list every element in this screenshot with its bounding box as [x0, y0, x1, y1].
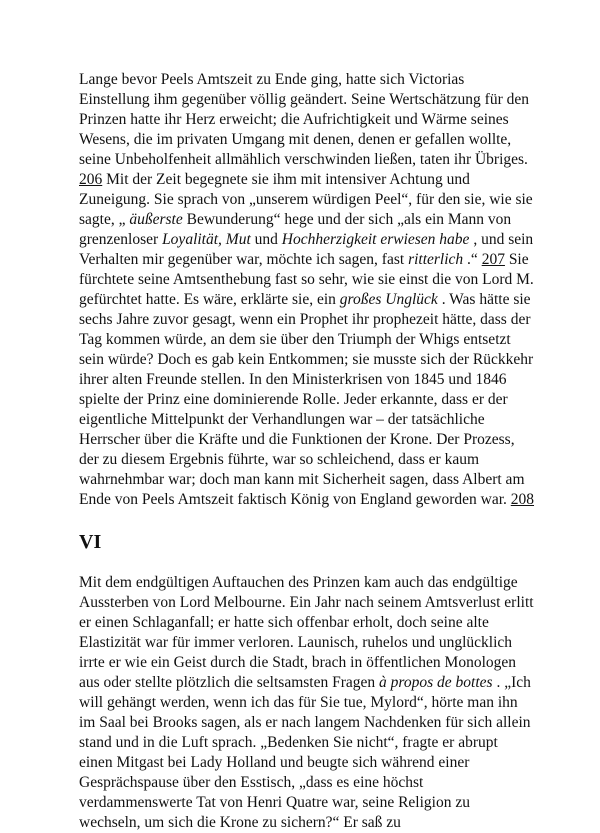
- text-run: Mit der Zeit begegnete sie ihm mit intensiver Achtung und Zuneigung. Sie sprach von „unserem würdigen Peel“, für den sie, wie sie sagte, „: [79, 171, 533, 228]
- paragraph-2: [79, 573, 534, 833]
- text-run: . Was hätte sie sechs Jahre zuvor gesagt, wenn ein Prophet ihr prophezeit hätte, dass der Tag kommen würde, an dem sie über den Triumph der Whigs entsetzt sein würde? Doch es gab kein Entkommen; sie musste sich der Rückkehr ihrer alten Freunde stellen. In den Ministerkrisen von 1845 und 1846 spielte der Prinz eine dominierende Rolle. Jeder erkannte, dass er der eigentliche Mittelpunkt der Verhandlungen war – der tatsächliche Herrscher über die Kräfte und die Funktionen der Krone. Der Prozess, der zu diesem Ergebnis führte, war so schleichend, dass er kaum wahrnehmbar war; doch man kann mit Sicherheit sagen, dass Albert am Ende von Peels Amtszeit faktisch König von England geworden war.: [79, 291, 534, 508]
- text-run: und: [250, 231, 282, 248]
- text-run: Mit dem endgültigen Auftauchen des Prinzen kam auch das endgültige Aussterben von Lord Melbourne. Ein Jahr nach seinem Amtsverlust erlitt er einen Schlaganfall; er hatte sich offenbar erholt, doch seine alte Elastizität war für immer verloren. Launisch, ruhelos und unglücklich irrte er wie ein Geist durch die Stadt, brach in öffentlichen Monologen aus oder stellte plötzlich die seltsamsten Fragen: [79, 574, 534, 691]
- text-run: . „Ich will gehängt werden, wenn ich das für Sie tue, Mylord“, hörte man ihn im Saal bei Brooks sagen, als er nach langem Nachdenken für sich allein stand und in die Luft sprach. „Bedenken Sie nicht“, fragte er abrupt einen Mitgast bei Lady Holland und beugte sich während einer Gesprächspause über den Esstisch, „dass es eine höchst verdammenswerte Tat von Henri Quatre war, seine Religion zu wechseln, um sich die Krone zu sichern?“ Er saß zu: [79, 674, 531, 831]
- italic-text: großes Unglück: [339, 291, 438, 308]
- italic-text: à propos de bottes: [379, 674, 493, 691]
- text-run: , und sein Verhalten mir gegenüber war, möchte ich sagen, fast: [79, 231, 534, 268]
- italic-text: Hochherzigkeit erwiesen habe: [281, 231, 470, 248]
- section-heading: VI: [79, 531, 102, 553]
- italic-text: äußerste: [129, 211, 183, 228]
- footnote-link-208[interactable]: 208: [510, 491, 535, 508]
- italic-text: ritterlich: [408, 251, 464, 268]
- text-run: Sie fürchtete seine Amtsenthebung fast so sehr, wie sie einst die von Lord M. gefürchtet hatte. Es wäre, erklärte sie, ein: [79, 251, 534, 308]
- text-run: .“: [463, 251, 482, 268]
- paragraph-1: [79, 70, 534, 510]
- document-page: [79, 70, 534, 833]
- footnote-link-206[interactable]: 206: [79, 171, 103, 188]
- text-run: Bewunderung“ hege und der sich „als ein Mann von grenzenloser: [79, 211, 512, 248]
- italic-text: Loyalität, Mut: [162, 231, 251, 248]
- text-run: Lange bevor Peels Amtszeit zu Ende ging, hatte sich Victorias Einstellung ihm gegenüber völlig geändert. Seine Wertschätzung für den Prinzen hatte ihr Herz erweicht; die Aufrichtigkeit und Wärme seines Wesens, die im privaten Umgang mit denen, denen er gefallen wollte, seine Unbeholfenheit allmählich verschwinden ließen, taten ihr Übriges.: [79, 71, 529, 168]
- footnote-link-207[interactable]: 207: [481, 251, 505, 268]
